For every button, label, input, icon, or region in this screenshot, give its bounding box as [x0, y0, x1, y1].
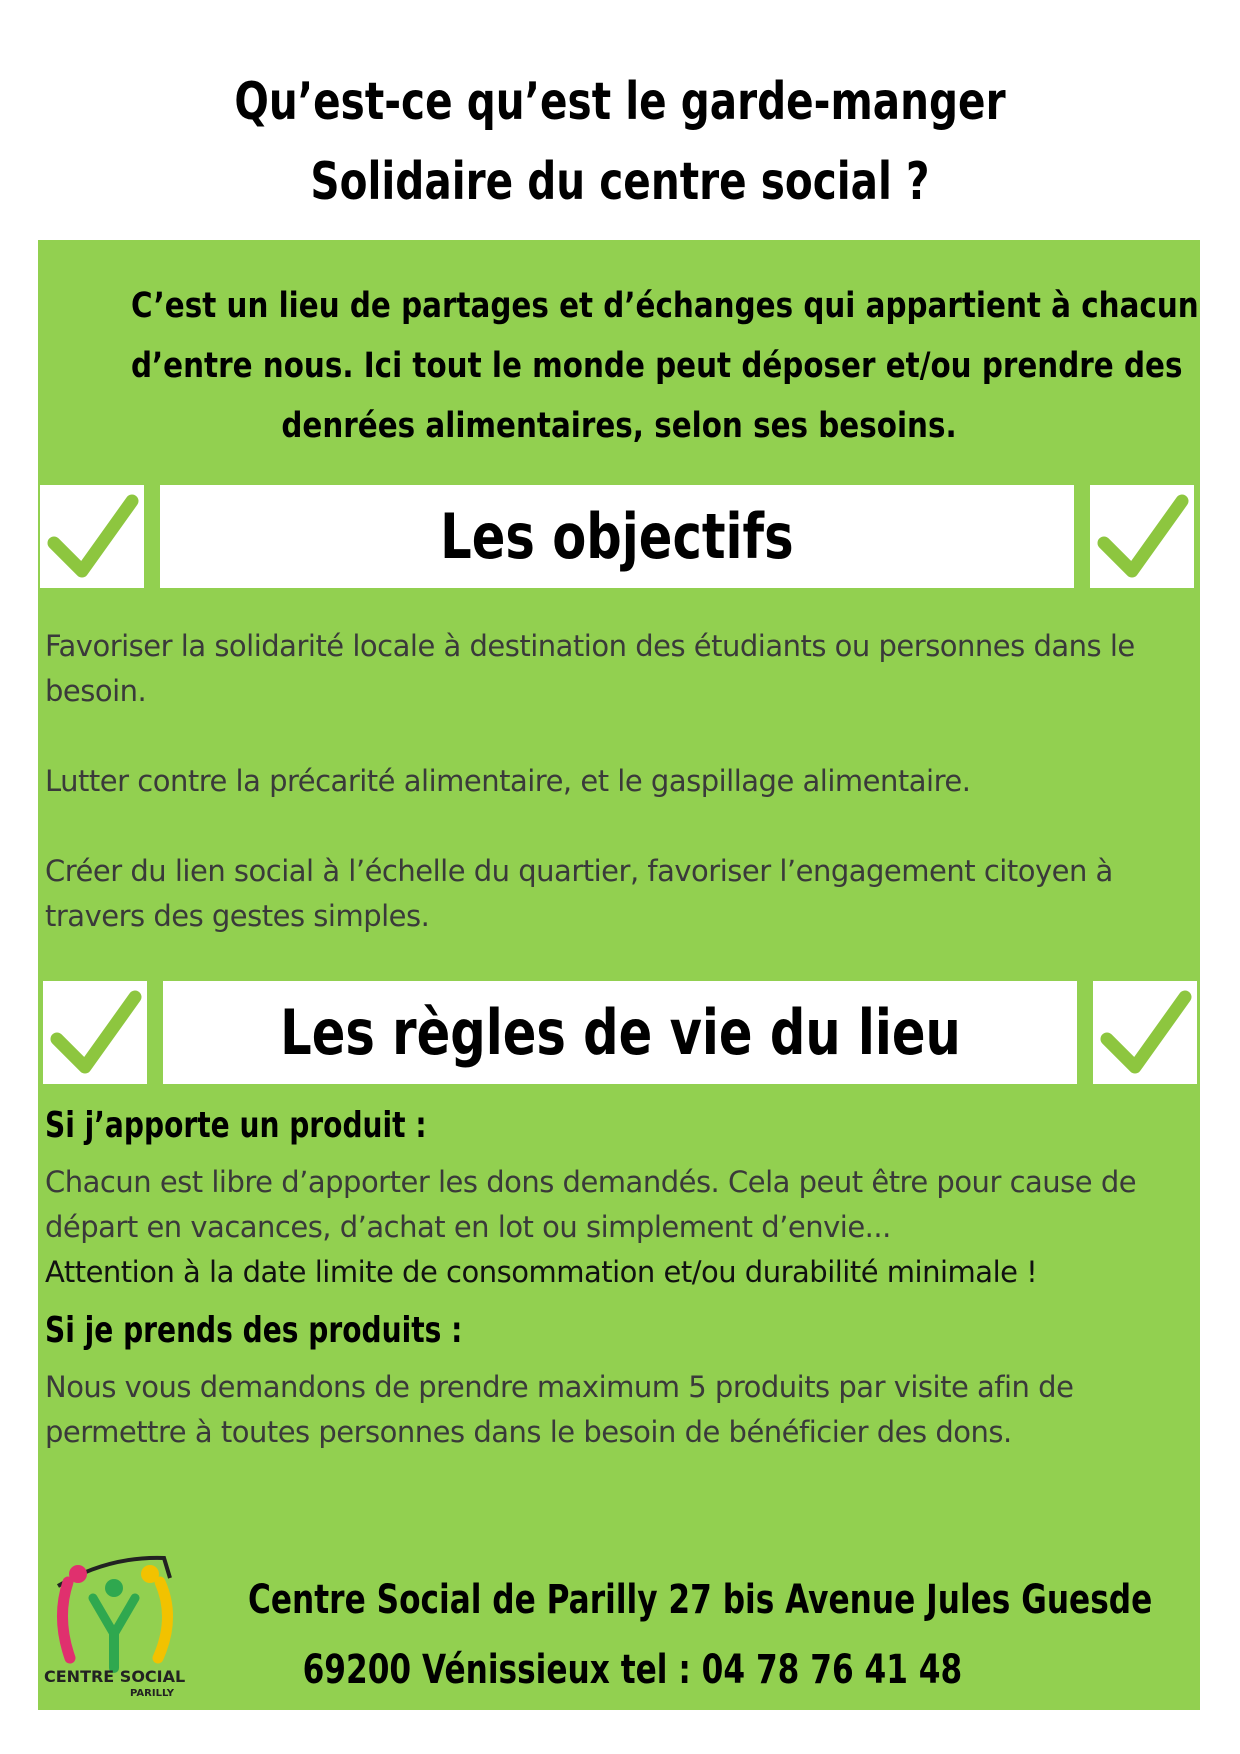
rules-banner — [163, 981, 1077, 1084]
bring-text — [45, 1160, 1195, 1295]
green-panel — [38, 240, 1200, 1710]
bring-subheading: Si j’apporte un produit : — [45, 1105, 427, 1146]
bring-line-1: Chacun est libre d’apporter les dons demandés. Cela peut être pour cause de — [45, 1165, 1137, 1199]
objective-item-3-line-2: travers des gestes simples. — [45, 899, 430, 933]
objectives-banner — [160, 485, 1074, 588]
objective-item-2-line-1: Lutter contre la précarité alimentaire, et le gaspillage alimentaire. — [45, 764, 971, 798]
logo-text-main: CENTRE SOCIAL — [44, 1667, 186, 1686]
checkmark-icon — [1093, 981, 1197, 1084]
bring-line-2: départ en vacances, d’achat en lot ou simplement d’envie... — [45, 1210, 891, 1244]
checkmark-icon — [1090, 485, 1194, 588]
objective-item-3-line-1: Créer du lien social à l’échelle du quartier, favoriser l’engagement citoyen à — [45, 854, 1113, 888]
checkmark-icon — [40, 485, 144, 588]
objective-item-1-line-2: besoin. — [45, 674, 147, 708]
objective-item-1-line-1: Favoriser la solidarité locale à destination des étudiants ou personnes dans le — [45, 629, 1135, 663]
take-line-1: Nous vous demandons de prendre maximum 5 produits par visite afin de — [45, 1370, 1074, 1404]
footer-address — [248, 1565, 1178, 1705]
take-text — [45, 1365, 1195, 1455]
take-line-2: permettre à toutes personnes dans le besoin de bénéficier des dons. — [45, 1415, 1012, 1449]
take-subheading: Si je prends des produits : — [45, 1310, 463, 1351]
intro-line-1: C’est un lieu de partages et d’échanges qui appartient à chacun — [130, 286, 1199, 326]
objective-item-3 — [45, 849, 1195, 939]
page-title-line-2: Solidaire du centre social ? — [310, 152, 930, 212]
footer-line-1: Centre Social de Parilly 27 bis Avenue Jules Guesde — [248, 1577, 1153, 1623]
checkmark-icon — [43, 981, 147, 1084]
logo-text-sub: PARILLY — [130, 1688, 174, 1698]
intro-line-2: d’entre nous. Ici tout le monde peut déposer et/ou prendre des — [130, 346, 1183, 386]
page-title-line-1: Qu’est-ce qu’est le garde-manger — [234, 72, 1006, 132]
centre-social-logo — [38, 1538, 208, 1698]
objective-item-1 — [45, 624, 1195, 714]
intro-text — [130, 276, 1199, 456]
rules-heading: Les règles de vie du lieu — [279, 996, 961, 1069]
page-title — [136, 62, 1103, 222]
objective-item-2 — [45, 759, 1195, 804]
objectives-heading: Les objectifs — [440, 500, 794, 573]
footer-line-2: 69200 Vénissieux tel : 04 78 76 41 48 — [302, 1647, 963, 1693]
intro-line-3: denrées alimentaires, selon ses besoins. — [281, 406, 957, 446]
bring-warning: Attention à la date limite de consommation et/ou durabilité minimale ! — [45, 1255, 1038, 1289]
